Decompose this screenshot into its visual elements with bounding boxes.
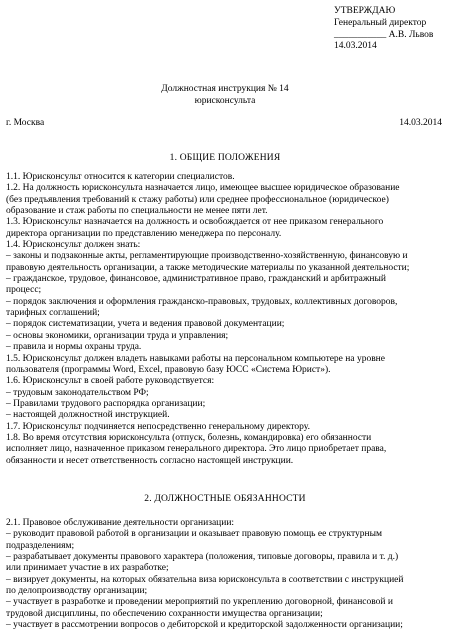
section-2-line: – разрабатывает документы правового характера (положения, типовые договоры, правила и т. д.) [6, 552, 399, 563]
section-1-heading: 1. ОБЩИЕ ПОЛОЖЕНИЯ [169, 153, 281, 163]
section-1-line: правовую деятельность организации, а также методические материалы по указанной деятельности; [6, 262, 410, 273]
section-2-body [6, 518, 446, 631]
section-1-line: – порядок заключения и оформления гражданско-правовых, трудовых, коллективных договоров, [6, 296, 398, 307]
approval-block [334, 6, 433, 53]
approval-label: УТВЕРЖДАЮ [334, 6, 396, 16]
section-1-line: – правила и нормы охраны труда. [6, 342, 142, 353]
section-1-line: – порядок систематизации, учета и ведения правовой документации; [6, 319, 285, 330]
section-1-line: тарифных соглашений; [6, 308, 100, 319]
section-2-line: или принимает участие в их разработке; [6, 563, 169, 574]
section-1-line: директора организации по представлению менеджера по персоналу. [6, 228, 282, 239]
approver-signature: ___________ А.В. Львов [334, 29, 434, 40]
section-1-line: исполняет лицо, назначенное приказом генерального директора. Это лицо приобретает права, [6, 444, 387, 455]
section-1-line: (без предъявления требований к стажу работы) или среднее профессиональное (юридическое) [6, 194, 389, 205]
document-date: 14.03.2014 [399, 118, 442, 128]
section-1-line: 1.8. Во время отсутствия юрисконсульта (отпуск, болезнь, командировка) его обязанности [6, 432, 372, 443]
section-2-line: подразделениям; [6, 540, 75, 551]
section-1-line: 1.4. Юрисконсульт должен знать: [6, 240, 141, 251]
section-1-line: обязанности и несет ответственность согласно настоящей инструкции. [6, 455, 294, 466]
section-1-line: образование и стаж работы по специальности не менее пяти лет. [6, 206, 268, 217]
section-2-line: трудовой дисциплины, по обеспечению сохранности имущества организации; [6, 608, 323, 619]
section-2-line: 2.1. Правовое обслуживание деятельности организации: [6, 518, 235, 528]
title-line-2: юрисконсульта [194, 95, 256, 106]
section-1-line: – законы и подзаконные акты, регламентирующие производственно-хозяйственную, финансовую и [6, 251, 408, 262]
approval-date: 14.03.2014 [334, 41, 377, 52]
section-1-line: – настоящей должностной инструкцией. [6, 410, 170, 421]
section-2-heading: 2. ДОЛЖНОСТНЫЕ ОБЯЗАННОСТИ [144, 494, 306, 504]
section-1-line: 1.5. Юрисконсульт должен владеть навыками работы на персональном компьютере на уровне [6, 353, 385, 364]
section-1-line: 1.7. Юрисконсульт подчиняется непосредственно генеральному директору. [6, 421, 310, 432]
section-1-line: 1.3. Юрисконсульт назначается на должность и освобождается от нее приказом генерального [6, 217, 384, 228]
section-1-line: – Правилами трудового распорядка организации; [6, 398, 206, 409]
section-1-body [6, 172, 446, 467]
section-2-line: – визирует документы, на которых обязательна виза юрисконсульта в соответствии с инструкцией [6, 574, 404, 585]
section-1-line: 1.2. На должность юрисконсульта назначается лицо, имеющее высшее юридическое образование [6, 183, 400, 194]
section-2-line: по делопроизводству организации; [6, 586, 148, 597]
section-1-line: – гражданское, трудовое, финансовое, административное право, гражданский и арбитражный [6, 274, 386, 285]
section-2-line: – участвует в рассмотрении вопросов о дебиторской и кредиторской задолженности организации; [6, 620, 403, 631]
section-2-line: – участвует в разработке и проведении мероприятий по укреплению договорной, финансовой и [6, 597, 393, 608]
section-1-line: – трудовым законодательством РФ; [6, 387, 149, 398]
section-1-line: пользователя (программы Word, Excel, правовую базу ЮСС «Система Юрист»). [6, 364, 331, 375]
title-line-1: Должностная инструкция № 14 [161, 84, 289, 94]
approver-position: Генеральный директор [334, 17, 427, 28]
section-1-line: процесс; [6, 285, 42, 296]
section-1-line: 1.1. Юрисконсульт относится к категории специалистов. [6, 172, 235, 182]
city: г. Москва [6, 118, 45, 128]
document-title [0, 84, 450, 108]
place-date-line [6, 118, 442, 128]
section-2-line: – руководит правовой работой в организации и оказывает правовую помощь ее структурным [6, 529, 383, 540]
section-1-line: – основы экономики, организации труда и управления; [6, 330, 229, 341]
section-1-line: 1.6. Юрисконсульт в своей работе руководствуется: [6, 376, 215, 387]
